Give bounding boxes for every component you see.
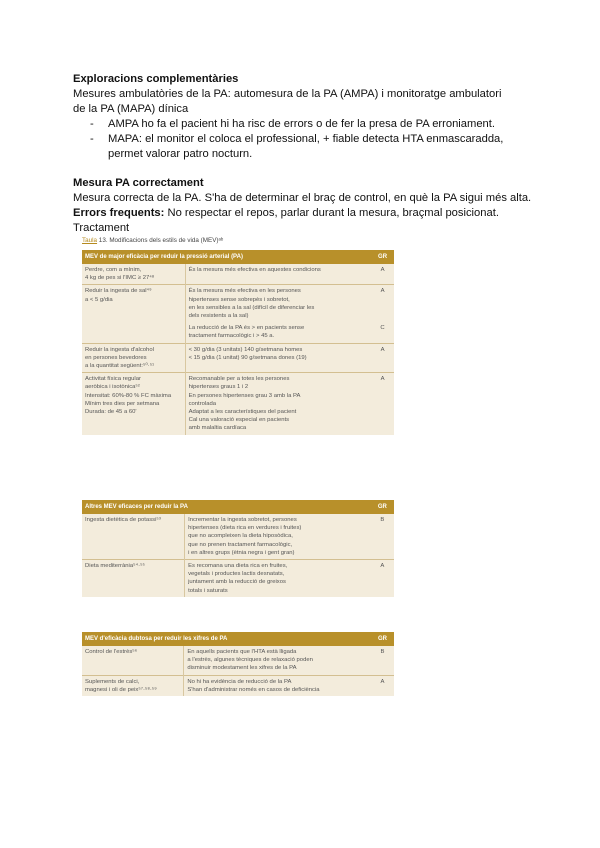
caption-label: Taula [82,237,98,244]
description-cell [185,373,371,435]
measure-cell [82,373,185,435]
cell-line: Durada: de 45 a 60' [85,409,137,416]
grade-cell [371,322,394,343]
cell-line: juntament amb la reducció de greixos [188,579,286,586]
cell-line [85,324,182,332]
cell-line: Control de l'estrès⁵⁶ [85,649,138,655]
grade-cell [371,675,394,696]
cell-line: La reducció de la PA és > en pacients sense [188,325,305,332]
section-heading: Mesura PA correctament [73,177,204,189]
cell-line: hipertenses sense sobrepès i sobretot, [188,296,290,303]
measure-cell [82,322,185,343]
table-row [82,646,394,675]
cell-line: B [380,517,385,523]
table-row [82,285,394,322]
cell-line: totals i saturats [188,587,228,594]
grade-cell [371,514,394,560]
dash-marker: - [90,133,94,145]
grade-cell [371,646,394,675]
measure-cell [82,646,184,675]
mev-table-dubtosa [82,632,394,696]
mev-table-major [82,250,394,435]
table-row [82,514,394,560]
cell-line: magnesi i oli de peix⁵⁷·⁵⁸·⁵⁹ [85,686,157,693]
cell-line: Recomanable per a totes les persones [188,376,290,383]
cell-line: S'han d'administrar només en casos de deficiència [187,686,320,693]
cell-line: a < 5 g/dia [85,296,113,303]
cell-line: No hi ha evidència de reducció de la PA [187,678,292,685]
cell-line: hipertenses (dieta rica en verdures i fruites) [188,525,302,532]
section-mesura [73,176,553,236]
table-row [82,322,394,343]
cell-line: a l'estrès, algunes tècniques de relaxació poden [187,657,313,664]
gr-header: GR [371,632,394,646]
description-cell [185,514,371,560]
table-header: MEV de major eficàcia per reduir la pressió arterial (PA) [82,250,371,264]
cell-line: dels resistents a la sal) [188,313,249,320]
cell-line: A [380,563,385,570]
cell-line: amb malaltia cardíaca [188,425,247,432]
cell-line: i en altres grups (ètnia negra i gent gran) [188,549,295,556]
mev-table-altres [82,500,394,597]
table-caption [82,237,223,244]
errors-text: No respectar el repos, parlar durant la mesura, braçmal posicionat. [164,207,499,219]
description-cell [185,560,371,597]
measure-cell [82,264,185,285]
cell-line: vegetals i productes lactis desnatats, [188,571,285,578]
cell-line: A [380,376,385,383]
gr-header: GR [371,500,394,514]
dash-marker: - [90,118,94,130]
gr-header: GR [371,250,394,264]
measure-cell [82,560,185,597]
cell-line: tractament farmacològic i > 45 a. [188,333,275,340]
grade-cell [371,264,394,285]
section-heading: Exploracions complementàries [73,73,239,85]
table-header: MEV d'eficàcia dubtosa per reduir les xifres de PA [82,632,371,646]
errors-label: Errors frequents: [73,207,165,219]
cell-line: A [380,267,385,273]
cell-line: Incrementar la ingesta sobretot, persones [188,517,297,523]
cell-line: en les sensibles a la sal (difícil de diferenciar les [188,304,315,311]
cell-line: Es recomana una dieta rica en fruites, [188,563,288,570]
bullet-list [73,117,543,162]
description-cell [185,264,371,285]
table-header-row [82,500,394,514]
cell-line: Mínim tres dies per setmana [85,400,160,407]
measure-cell [82,675,184,696]
section-exploracions [73,72,543,162]
paragraph-line [73,206,553,221]
measure-cell [82,285,185,322]
cell-line: en persones bevedores [85,354,147,361]
paragraph-line: Mesura correcta de la PA. S'ha de determinar el braç de control, en què la PA sigui més alta. [73,192,532,204]
cell-line: Dieta mediterrània⁵⁴·⁵⁵ [85,563,145,570]
measure-cell [82,514,185,560]
table-header-row [82,632,394,646]
table-row [82,264,394,285]
cell-line: Adaptat a les característiques del pacient [188,409,297,416]
table-header-row [82,250,394,264]
description-cell [185,343,371,373]
description-cell [185,285,371,322]
cell-line: < 15 g/dia (1 unitat) 90 g/setmana dones (19) [188,354,307,361]
cell-line: que no prenen tractament farmacològic, [188,541,293,548]
cell-line: Intensitat: 60%-80 % FC màxima [85,392,172,399]
cell-line: És la mesura més efectiva en les persones [188,288,301,295]
cell-line: controlada [188,400,217,407]
cell-line: que no acompleixen la dieta hiposòdica, [188,533,293,540]
table-row [82,373,394,435]
cell-line: Reduir la ingesta de sal⁴⁹ [85,288,152,295]
cell-line: A [380,678,385,685]
caption-text: 13. Modificacions dels estils de vida (MEV)ᵃᵇ [97,237,224,244]
description-cell [184,675,371,696]
cell-line: Perdre, com a mínim, [85,267,142,273]
measure-cell [82,343,185,373]
cell-line: hipertenses graus 1 i 2 [188,384,249,391]
list-item-line: permet valorar patro nocturn. [108,148,253,160]
grade-cell [371,285,394,322]
table-row [82,343,394,373]
cell-line: < 30 g/dia (3 unitats) 140 g/setmana homes [188,346,303,353]
list-item [73,117,543,132]
cell-line: En persones hipertenses grau 3 amb la PA [188,392,301,399]
cell-line: Reduir la ingesta d'alcohol [85,346,154,353]
grade-cell [371,343,394,373]
cell-line: Ingesta dietètica de potassi⁵³ [85,517,161,523]
list-item-line: AMPA ho fa el pacient hi ha risc de errors o de fer la presa de PA erroniament. [108,118,495,130]
cell-line: A [380,346,385,353]
description-cell [185,322,371,343]
cell-line: B [380,649,385,655]
grade-cell [371,373,394,435]
table-row [82,560,394,597]
cell-line: aeròbica i isotònica⁵² [85,384,140,391]
cell-line: Suplements de calci, [85,678,140,685]
table-row [82,675,394,696]
list-item-line: MAPA: el monitor el coloca el professional, + fiable detecta HTA enmascaradda, [108,133,504,145]
paragraph-line: de la PA (MAPA) dínica [73,103,189,115]
table-header: Altres MEV eficaces per reduir la PA [82,500,371,514]
cell-line: disminuir modestament les xifres de la PA [187,665,297,672]
description-cell [184,646,371,675]
cell-line: És la mesura més efectiva en aquestes condicions [188,267,321,273]
cell-line: En aquells pacients que l'HTA està lligada [187,649,297,655]
cell-line: Cal una valoració especial en pacients [188,417,290,424]
list-item [73,132,543,162]
cell-line: C [380,325,385,332]
cell-line: a la quantitat següent:⁵⁰·⁵¹ [85,363,155,370]
paragraph-line: Tractament [73,222,130,234]
cell-line: Activitat física regular [85,376,141,383]
paragraph-line: Mesures ambulatòries de la PA: automesura de la PA (AMPA) i monitoratge ambulatori [73,88,502,100]
cell-line: A [380,288,385,295]
cell-line: 4 kg de pes si l'IMC ≥ 27⁴⁸ [85,275,155,282]
grade-cell [371,560,394,597]
